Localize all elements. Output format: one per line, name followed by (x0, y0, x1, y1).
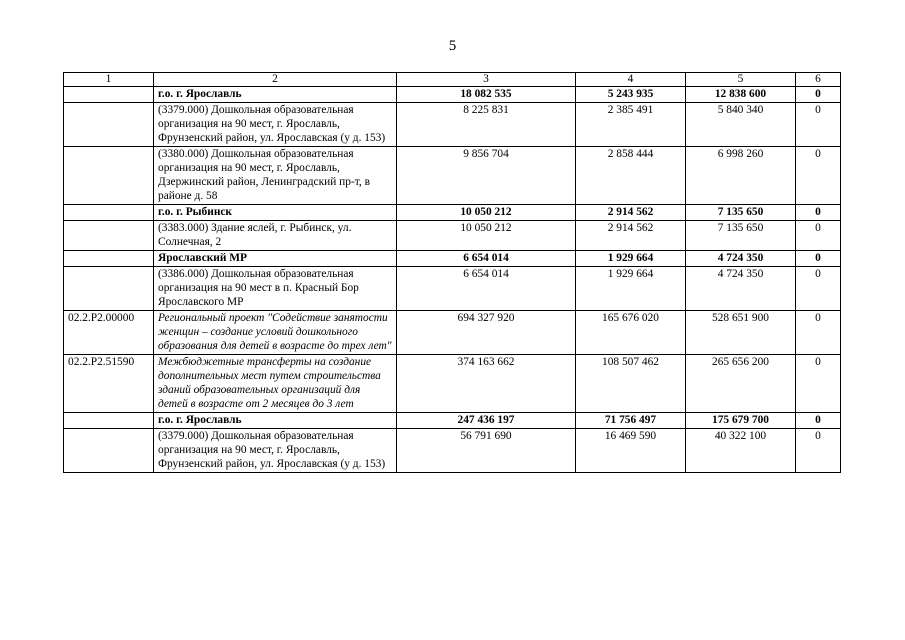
cell-col5: 265 656 200 (686, 355, 796, 413)
cell-col5: 528 651 900 (686, 311, 796, 355)
cell-code (64, 103, 154, 147)
cell-col4: 108 507 462 (576, 355, 686, 413)
cell-col4: 71 756 497 (576, 413, 686, 429)
column-header: 2 (154, 73, 397, 87)
cell-col5: 4 724 350 (686, 251, 796, 267)
table-row (64, 103, 841, 147)
cell-total: 56 791 690 (397, 429, 576, 473)
cell-col6: 0 (796, 205, 841, 221)
cell-name: (3380.000) Дошкольная образовательная организация на 90 мест, г. Ярославль, Дзержинский район, Ленинградский пр-т, в районе д. 58 (154, 147, 397, 205)
table-header-row (64, 73, 841, 87)
cell-code (64, 87, 154, 103)
column-header: 3 (397, 73, 576, 87)
cell-name: г.о. г. Рыбинск (154, 205, 397, 221)
cell-col4: 16 469 590 (576, 429, 686, 473)
table-row (64, 221, 841, 251)
table-row (64, 311, 841, 355)
cell-name: (3386.000) Дошкольная образовательная организация на 90 мест в п. Красный Бор Ярославского МР (154, 267, 397, 311)
cell-col5: 175 679 700 (686, 413, 796, 429)
cell-col5: 5 840 340 (686, 103, 796, 147)
cell-col6: 0 (796, 87, 841, 103)
cell-total: 374 163 662 (397, 355, 576, 413)
cell-total: 8 225 831 (397, 103, 576, 147)
cell-code (64, 267, 154, 311)
cell-name: (3379.000) Дошкольная образовательная организация на 90 мест, г. Ярославль, Фрунзенский район, ул. Ярославская (у д. 153) (154, 103, 397, 147)
cell-code (64, 147, 154, 205)
cell-total: 694 327 920 (397, 311, 576, 355)
cell-col4: 1 929 664 (576, 251, 686, 267)
cell-col6: 0 (796, 311, 841, 355)
table-row (64, 355, 841, 413)
cell-code (64, 429, 154, 473)
cell-col4: 2 914 562 (576, 205, 686, 221)
cell-total: 10 050 212 (397, 205, 576, 221)
cell-col4: 2 385 491 (576, 103, 686, 147)
cell-code: 02.2.P2.51590 (64, 355, 154, 413)
cell-col6: 0 (796, 429, 841, 473)
page-number: 5 (448, 38, 457, 54)
cell-name: (3383.000) Здание яслей, г. Рыбинск, ул. Солнечная, 2 (154, 221, 397, 251)
table-row (64, 413, 841, 429)
column-header: 1 (64, 73, 154, 87)
table-row (64, 205, 841, 221)
cell-col4: 5 243 935 (576, 87, 686, 103)
cell-col6: 0 (796, 267, 841, 311)
cell-col5: 7 135 650 (686, 205, 796, 221)
cell-col5: 40 322 100 (686, 429, 796, 473)
cell-col4: 2 914 562 (576, 221, 686, 251)
cell-name: Межбюджетные трансферты на создание дополнительных мест путем строительства зданий образовательных организаций для детей в возрасте от 2 месяцев до 3 лет (154, 355, 397, 413)
cell-name: Региональный проект "Содействие занятости женщин – создание условий дошкольного образования для детей в возрасте до трех лет" (154, 311, 397, 355)
cell-col5: 4 724 350 (686, 267, 796, 311)
cell-col4: 1 929 664 (576, 267, 686, 311)
cell-col6: 0 (796, 147, 841, 205)
cell-code (64, 251, 154, 267)
cell-name: г.о. г. Ярославль (154, 87, 397, 103)
cell-col6: 0 (796, 221, 841, 251)
cell-total: 6 654 014 (397, 251, 576, 267)
table-row (64, 267, 841, 311)
cell-total: 6 654 014 (397, 267, 576, 311)
cell-code (64, 413, 154, 429)
column-header: 5 (686, 73, 796, 87)
cell-total: 247 436 197 (397, 413, 576, 429)
cell-col5: 7 135 650 (686, 221, 796, 251)
cell-col6: 0 (796, 251, 841, 267)
table-row (64, 87, 841, 103)
cell-code (64, 205, 154, 221)
cell-name: (3379.000) Дошкольная образовательная организация на 90 мест, г. Ярославль, Фрунзенский район, ул. Ярославская (у д. 153) (154, 429, 397, 473)
budget-table (63, 72, 841, 473)
cell-total: 9 856 704 (397, 147, 576, 205)
cell-name: Ярославский МР (154, 251, 397, 267)
table-row (64, 147, 841, 205)
cell-col4: 2 858 444 (576, 147, 686, 205)
column-header: 4 (576, 73, 686, 87)
cell-col6: 0 (796, 413, 841, 429)
cell-col6: 0 (796, 103, 841, 147)
cell-col5: 12 838 600 (686, 87, 796, 103)
cell-code: 02.2.P2.00000 (64, 311, 154, 355)
cell-total: 10 050 212 (397, 221, 576, 251)
cell-total: 18 082 535 (397, 87, 576, 103)
cell-col4: 165 676 020 (576, 311, 686, 355)
cell-name: г.о. г. Ярославль (154, 413, 397, 429)
table-row (64, 429, 841, 473)
column-header: 6 (796, 73, 841, 87)
cell-col5: 6 998 260 (686, 147, 796, 205)
table-row (64, 251, 841, 267)
cell-code (64, 221, 154, 251)
cell-col6: 0 (796, 355, 841, 413)
